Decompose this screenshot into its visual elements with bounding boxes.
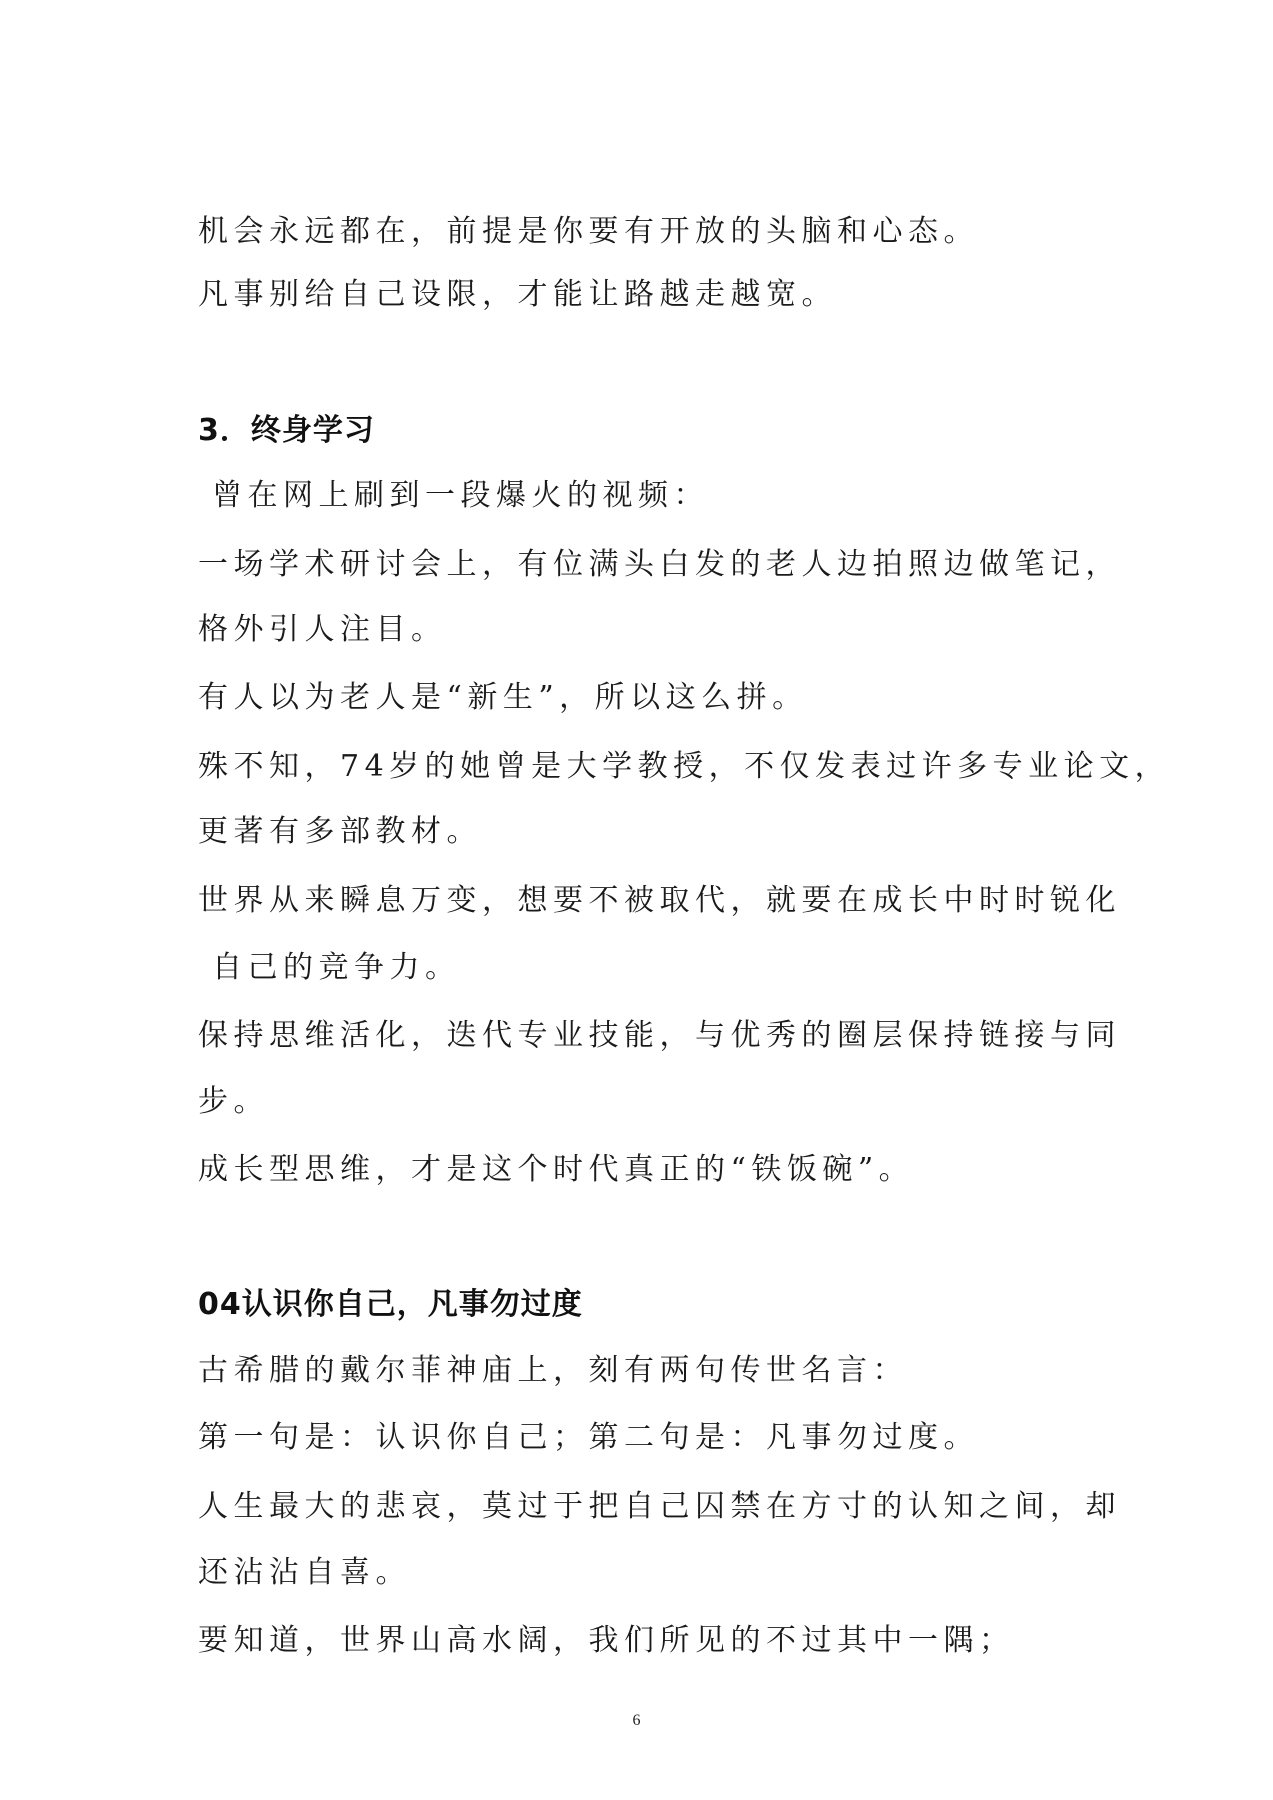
paragraph-line: 曾在网上刷到一段爆火的视频： <box>212 478 709 513</box>
paragraph-line: 第一句是：认识你自己；第二句是：凡事勿过度。 <box>198 1420 979 1455</box>
paragraph-line: 自己的竞争力。 <box>212 950 461 985</box>
paragraph-line: 成长型思维，才是这个时代真正的“铁饭碗”。 <box>198 1152 915 1187</box>
paragraph-line: 凡事别给自己设限，才能让路越走越宽。 <box>198 277 837 312</box>
paragraph-line: 还沾沾自喜。 <box>198 1555 411 1590</box>
section-heading: 3．终身学习 <box>198 413 375 448</box>
paragraph-line: 步。 <box>198 1084 269 1119</box>
paragraph-line: 格外引人注目。 <box>198 612 447 647</box>
page-number: 6 <box>632 1712 641 1729</box>
paragraph-line: 殊不知，74岁的她曾是大学教授，不仅发表过许多专业论文， <box>198 749 1171 784</box>
paragraph-line: 世界从来瞬息万变，想要不被取代，就要在成长中时时锐化 <box>198 883 1121 918</box>
section-heading: 04认识你自己，凡事勿过度 <box>198 1287 583 1322</box>
paragraph-line: 古希腊的戴尔菲神庙上，刻有两句传世名言： <box>198 1353 908 1388</box>
paragraph-line: 有人以为老人是“新生”，所以这么拼。 <box>198 680 808 715</box>
paragraph-line: 机会永远都在，前提是你要有开放的头脑和心态。 <box>198 214 979 249</box>
paragraph-line: 要知道，世界山高水阔，我们所见的不过其中一隅； <box>198 1623 1015 1658</box>
paragraph-line: 人生最大的悲哀，莫过于把自己囚禁在方寸的认知之间，却 <box>198 1489 1121 1524</box>
paragraph-line: 更著有多部教材。 <box>198 814 482 849</box>
paragraph-line: 一场学术研讨会上，有位满头白发的老人边拍照边做笔记， <box>198 547 1121 582</box>
paragraph-line: 保持思维活化，迭代专业技能，与优秀的圈层保持链接与同 <box>198 1018 1121 1053</box>
